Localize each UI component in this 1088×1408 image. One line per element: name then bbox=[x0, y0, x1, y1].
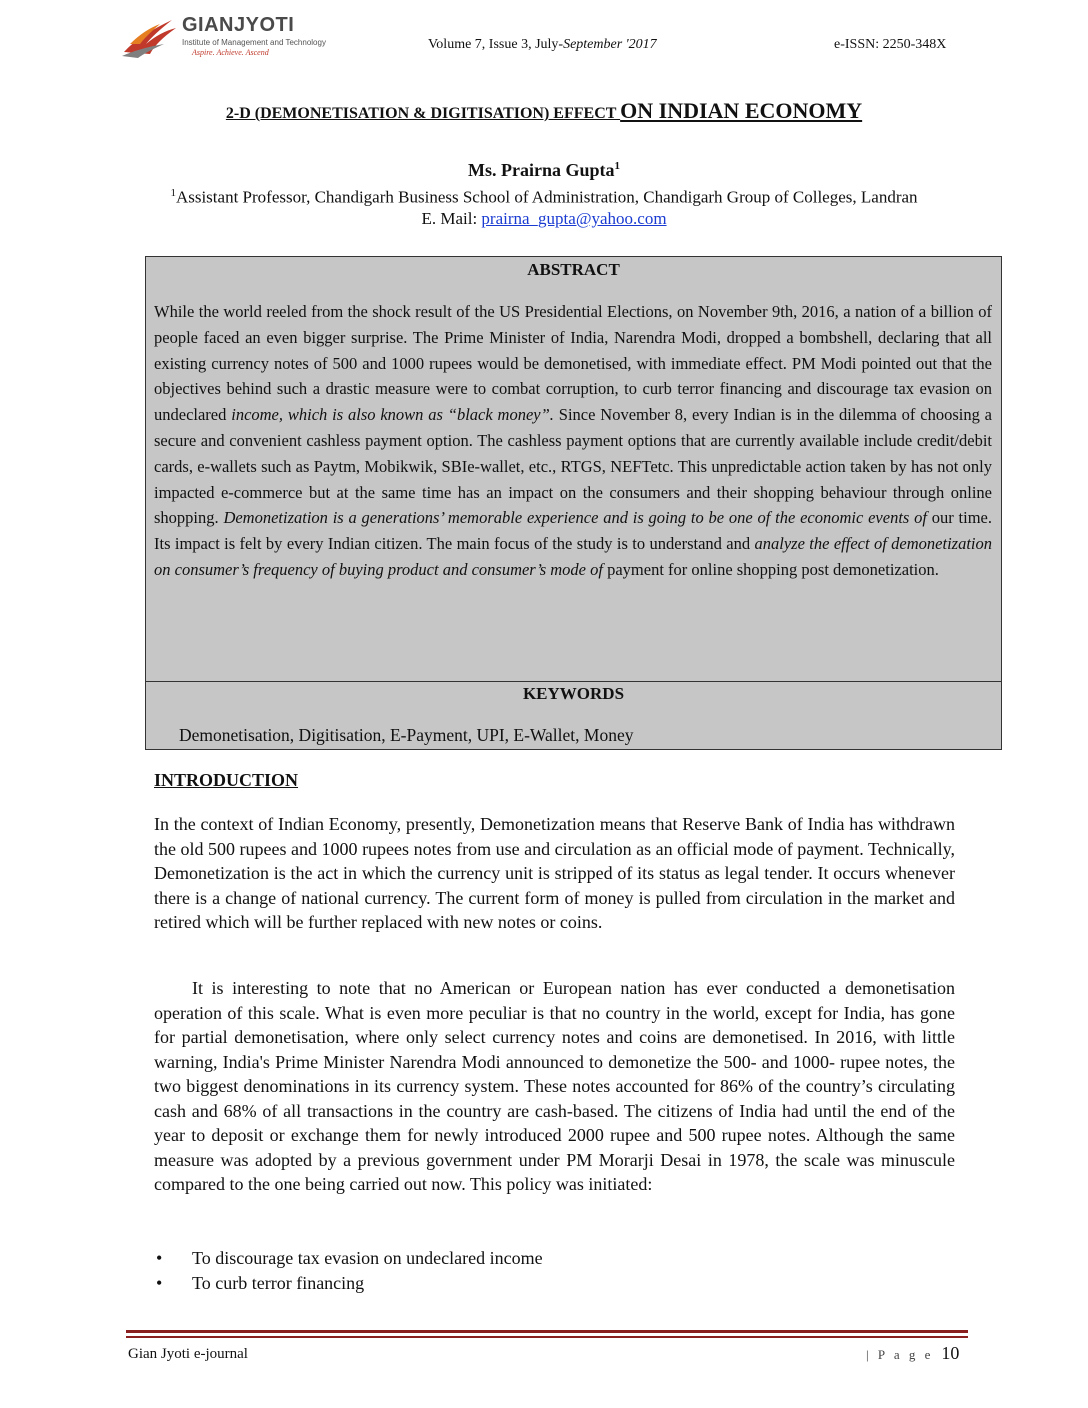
introduction-heading: INTRODUCTION bbox=[154, 770, 299, 790]
list-item: • To discourage tax evasion on undeclared income bbox=[154, 1246, 955, 1271]
keywords-divider bbox=[146, 681, 1001, 682]
footer-rule-thick bbox=[126, 1330, 968, 1333]
keywords-list: Demonetisation, Digitisation, E-Payment, UPI, E-Wallet, Money bbox=[179, 725, 634, 745]
intro-paragraph-1: In the context of Indian Economy, presently, Demonetization means that Reserve Bank of India has withdrawn the old 500 rupees and 1000 rupees notes from use and circulation as an official mode of payment. Technically, Demonetization is the act in which the currency unit is stripped of its status as legal tender. It occurs whenever there is a change of national currency. The current form of money is pulled from circulation in the market and retired which will be further replaced with new notes or coins. bbox=[154, 814, 955, 932]
paper-title: 2-D (DEMONETISATION & DIGITISATION) EFFECT ON INDIAN ECONOMY bbox=[225, 98, 863, 123]
intro-paragraph-2: It is interesting to note that no American or European nation has ever conducted a demonetisation operation of this scale. What is even more peculiar is that no country in the world, except for India, has gone for partial demonetisation, where only select currency notes and coins are demonetised. In 2016, with little warning, India's Prime Minister Narendra Modi announced to demonetize the 500- and 1000- rupee notes, the two biggest denominations in its currency system. These notes accounted for 86% of the country’s circulating cash and 68% of all transactions in the country are cash-based. The citizens of India had until the end of the year to deposit or exchange them for newly introduced 2000 rupee and 500 rupee notes. Although the same measure was adopted by a previous government under PM Morarji Desai in 1978, the scale was minuscule compared to the one being carried out now. This policy was initiated: bbox=[154, 978, 955, 1194]
journal-logo bbox=[120, 14, 340, 60]
abstract-text: While the world reeled from the shock result of the US Presidential Elections, on November 9th, 2016, a nation of a billion of people faced an even bigger surprise. The Prime Minister of India, Narendra Modi, dropped a bombshell, declaring that all existing currency notes of 500 and 1000 rupees would be demonetised, with immediate effect. PM Modi pointed out that the objectives behind such a drastic measure were to combat corruption, to curb terror financing and discourage tax evasion on undeclared income, which is also known as “black money”. Since November 8, every Indian is in the dilemma of choosing a secure and convenient cashless payment option. The cashless payment options that are currently available include credit/debit cards, e-wallets such as Paytm, Mobikwik, SBIe-wallet, etc., RTGS, NEFTetc. This unpredictable action taken by has not only impacted e-commerce but at the same time has an impact on the consumers and their shopping behaviour through online shopping. Demonetization is a generations’ memorable experience and is going to be one of the economic events of our time. Its impact is felt by every Indian citizen. The main focus of the study is to understand and analyze the effect of demonetization on consumer’s frequency of buying product and consumer’s mode of payment for online shopping post demonetization. bbox=[154, 302, 993, 579]
issn-info: e-ISSN: 2250-348X bbox=[834, 37, 947, 52]
author-affiliation: $^1$Assistant Professor, Chandigarh Business School of Administration, Chandigarh Group of Colleges, Landran bbox=[170, 187, 918, 207]
email-link[interactable]: prairna_gupta@yahoo.com bbox=[481, 209, 667, 228]
objectives-list bbox=[154, 1246, 955, 1295]
footer-rule-thin bbox=[126, 1336, 968, 1338]
abstract-heading: ABSTRACT bbox=[527, 260, 620, 279]
author-name: Ms. Prairna Gupta$^1$ bbox=[468, 160, 620, 180]
flame-logo-icon bbox=[120, 14, 180, 60]
logo-wordmark: GIANJYOTI bbox=[182, 14, 295, 36]
volume-info: Volume 7, Issue 3, July-September '2017 bbox=[428, 37, 657, 52]
list-item: • To curb terror financing bbox=[154, 1271, 955, 1296]
logo-subtitle: Institute of Management and Technology bbox=[182, 38, 326, 47]
bullet-icon: • bbox=[156, 1272, 163, 1293]
author-email: E. Mail: prairna_gupta@yahoo.com bbox=[421, 209, 667, 228]
bullet-icon: • bbox=[156, 1248, 163, 1268]
footer-journal-name: Gian Jyoti e-journal bbox=[128, 1346, 248, 1362]
footer-page-number: | P a g e 10 bbox=[866, 1343, 960, 1363]
abstract-box bbox=[145, 256, 1002, 750]
keywords-heading: KEYWORDS bbox=[522, 684, 625, 703]
logo-tagline: Aspire. Achieve. Ascend bbox=[192, 48, 269, 57]
